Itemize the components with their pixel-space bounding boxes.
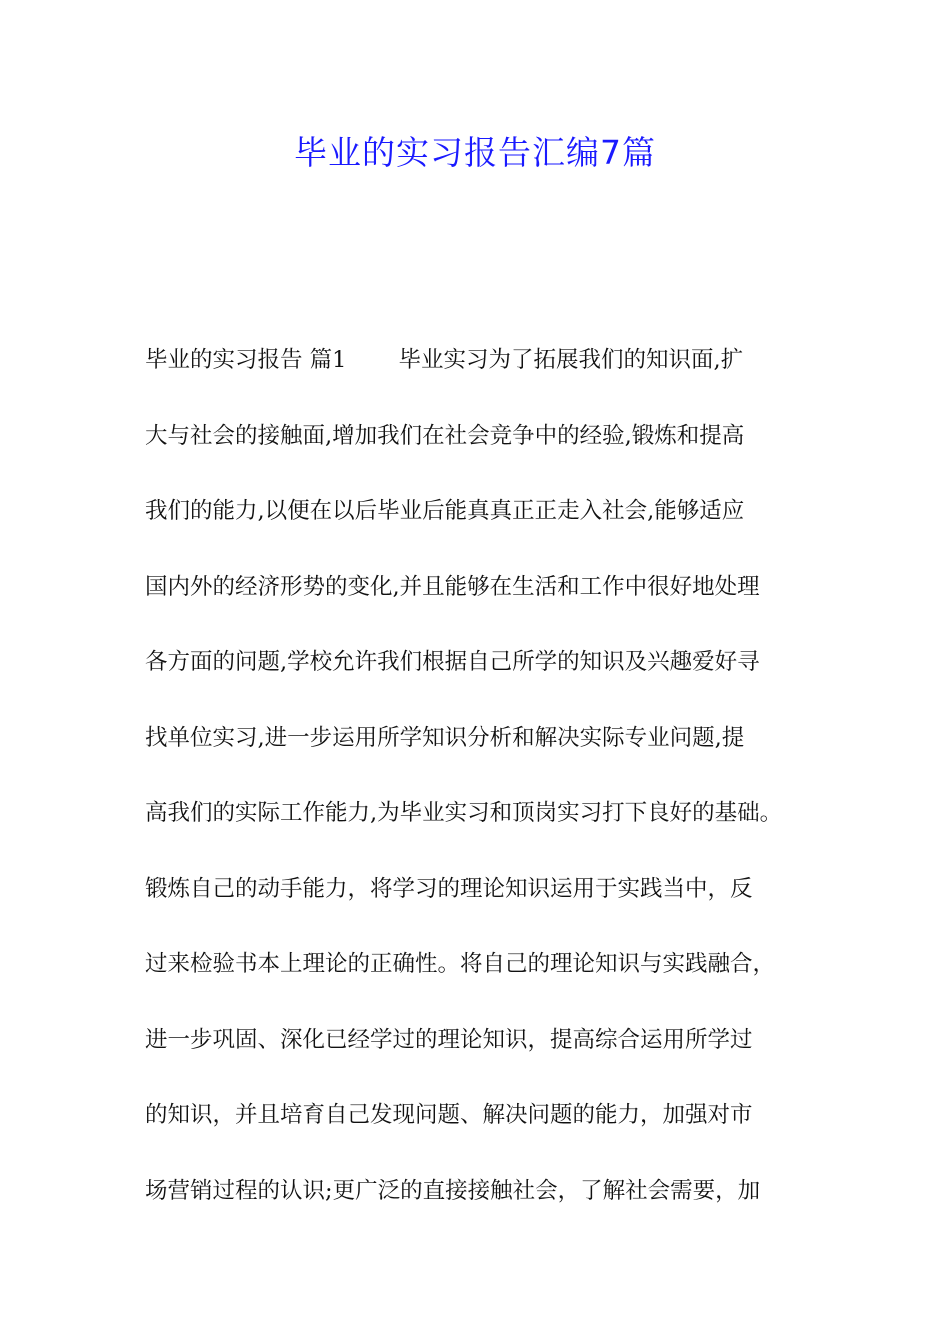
paragraph-line: 国内外的经济形势的变化,并且能够在生活和工作中很好地处理 (145, 573, 760, 600)
paragraph-line: 进一步巩固、深化已经学过的理论知识，提高综合运用所学过 (145, 1026, 753, 1053)
paragraph-line: 高我们的实际工作能力,为毕业实习和顶岗实习打下良好的基础。 (145, 800, 783, 826)
paragraph-line: 大与社会的接触面,增加我们在社会竞争中的经验,锻炼和提高 (145, 422, 745, 449)
line-text: 毕业实习为了拓展我们的知识面,扩 (398, 347, 744, 373)
section-label: 毕业的实习报告 篇1 (145, 347, 347, 373)
paragraph-line: 场营销过程的认识;更广泛的直接接触社会，了解社会需要，加 (145, 1177, 761, 1204)
paragraph-line: 过来检验书本上理论的正确性。将自己的理论知识与实践融合， (145, 951, 776, 977)
paragraph-line: 锻炼自己的动手能力，将学习的理论知识运用于实践当中，反 (145, 875, 753, 902)
paragraph-line: 的知识，并且培育自己发现问题、解决问题的能力，加强对市 (145, 1102, 753, 1128)
paragraph-line: 我们的能力,以便在以后毕业后能真真正正走入社会,能够适应 (145, 498, 745, 524)
paragraph-line: 各方面的问题,学校允许我们根据自己所学的知识及兴趣爱好寻 (145, 649, 760, 675)
paragraph-line (145, 336, 825, 412)
paragraph-line: 找单位实习,进一步运用所学知识分析和解决实际专业问题,提 (145, 724, 745, 751)
document-title: 毕业的实习报告汇编7篇 (294, 133, 656, 172)
document-body (145, 336, 825, 1242)
